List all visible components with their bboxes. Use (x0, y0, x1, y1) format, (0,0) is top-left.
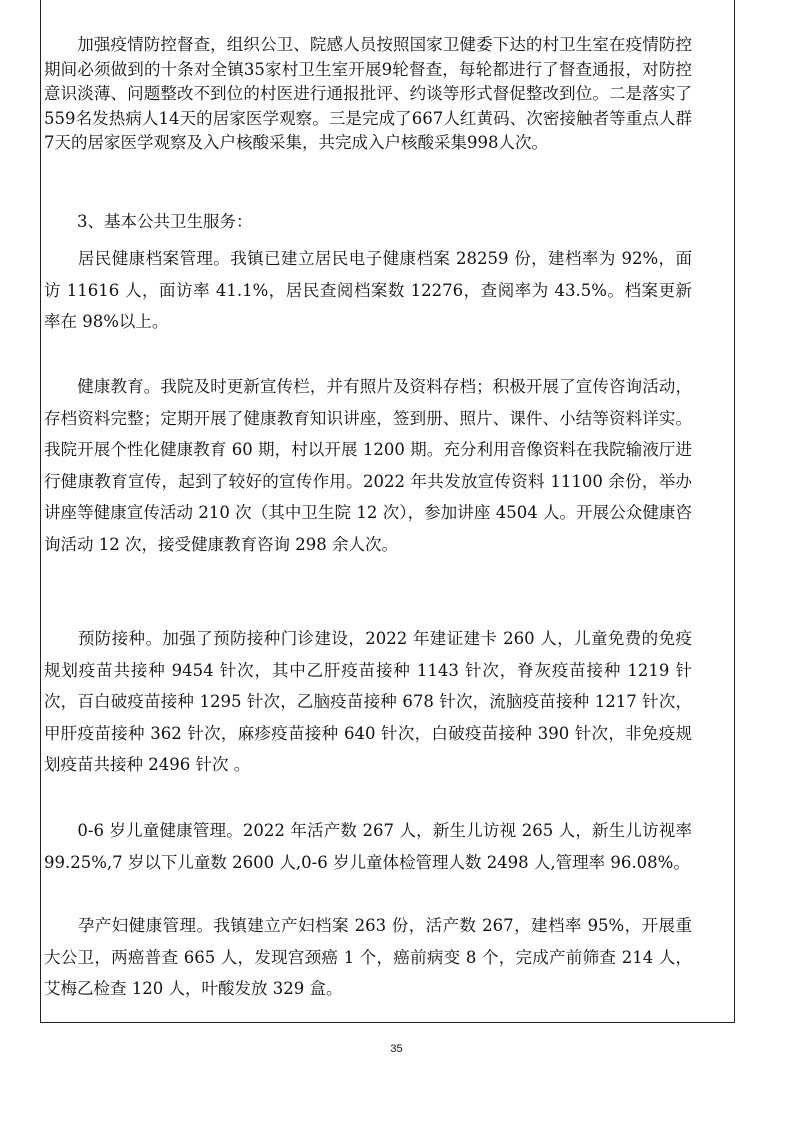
section-heading-public-health: 3、基本公共卫生服务： (44, 212, 253, 231)
paragraph-health-records: 居民健康档案管理。我镇已建立居民电子健康档案 28259 份，建档率为 92%，面访 11616 人，面访率 41.1%，居民查阅档案数 12276，查阅率为 43.5%。档案更新率在 98%以上。 (44, 249, 692, 331)
page-number: 35 (390, 1043, 403, 1055)
paragraph-epidemic-supervision: 加强疫情防控督查，组织公卫、院感人员按照国家卫健委下达的村卫生室在疫情防控期间必须做到的十条对全镇35家村卫生室开展9轮督查，每轮都进行了督查通报，对防控意识淡薄、问题整改不到位的村医进行通报批评、约谈等形式督促整改到位。二是落实了559名发热病人14天的居家医学观察。三是完成了667人红黄码、次密接触者等重点人群7天的居家医学观察及入户核酸采集，共完成入户核酸采集998人次。 (44, 35, 692, 152)
paragraph-maternal-health: 孕产妇健康管理。我镇建立产妇档案 263 份，活产数 267，建档率 95%，开展重大公卫，两癌普查 665 人，发现宫颈癌 1 个，癌前病变 8 个，完成产前筛查 214 人，艾梅乙检查 120 人，叶酸发放 329 盒。 (44, 916, 692, 998)
paragraph-child-health: 0-6 岁儿童健康管理。2022 年活产数 267 人，新生儿访视 265 人，新生儿访视率 99.25%,7 岁以下儿童数 2600 人,0-6 岁儿童体检管理人数 2498 人,管理率 96.08%。 (44, 821, 692, 872)
paragraph-vaccination: 预防接种。加强了预防接种门诊建设，2022 年建证建卡 260 人，儿童免费的免疫规划疫苗共接种 9454 针次，其中乙肝疫苗接种 1143 针次，脊灰疫苗接种 1219 针次，百白破疫苗接种 1295 针次，乙脑疫苗接种 678 针次，流脑疫苗接种 1217 针次，甲肝疫苗接种 362 针次，麻疹疫苗接种 640 针次，白破疫苗接种 390 针次，非免疫规划疫苗共接种 2496 针次 。 (44, 629, 692, 774)
paragraph-health-education: 健康教育。我院及时更新宣传栏，并有照片及资料存档；积极开展了宣传咨询活动，存档资料完整；定期开展了健康教育知识讲座，签到册、照片、课件、小结等资料详实。我院开展个性化健康教育 60 期，村以开展 1200 期。充分利用音像资料在我院输液厅进行健康教育宣传，起到了较好的宣传作用。2022 年共发放宣传资料 11100 余份，举办讲座等健康宣传活动 210 次（其中卫生院 12 次），参加讲座 4504 人。开展公众健康咨询活动 12 次，接受健康教育咨询 298 余人次。 (44, 377, 692, 554)
